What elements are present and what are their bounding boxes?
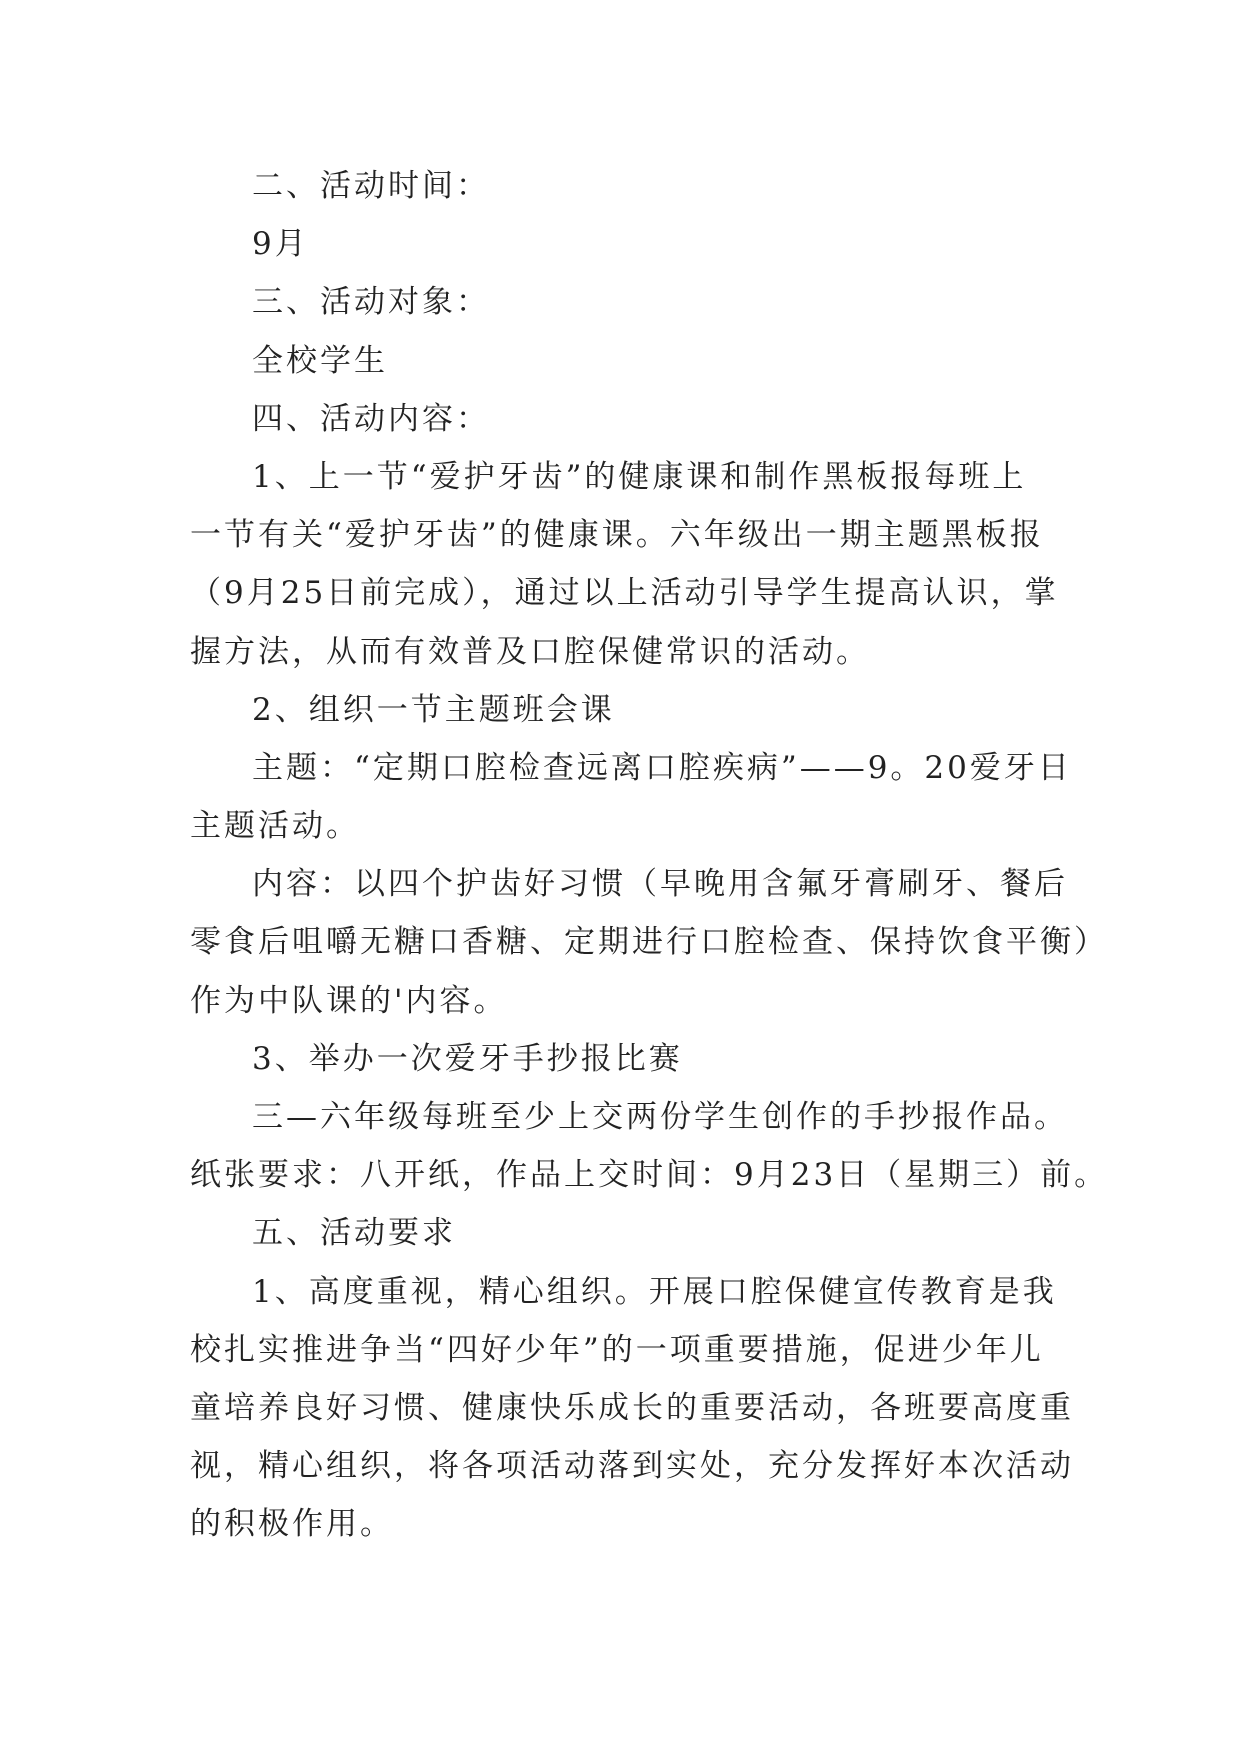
text-line: 五、活动要求 [252,1215,456,1252]
text-line: 的积极作用。 [190,1506,394,1543]
text-line: 主题活动。 [190,808,360,845]
text-line: 全校学生 [252,342,388,379]
text-line: 1、高度重视，精心组织。开展口腔保健宣传教育是我 [252,1273,1057,1310]
text-line: 童培养良好习惯、健康快乐成长的重要活动，各班要高度重 [190,1389,1074,1426]
text-line: 四、活动内容： [252,400,490,437]
text-line: 纸张要求：八开纸，作品上交时间：9月23日（星期三）前。 [190,1157,1109,1194]
text-line: （9月25日前完成），通过以上活动引导学生提高认识，掌 [190,575,1059,612]
text-line: 握方法，从而有效普及口腔保健常识的活动。 [190,633,870,670]
text-line: 1、上一节“爱护牙齿”的健康课和制作黑板报每班上 [252,458,1027,495]
text-line: 零食后咀嚼无糖口香糖、定期进行口腔检查、保持饮食平衡） [190,924,1108,961]
text-line: 内容：以四个护齿好习惯（早晚用含氟牙膏刷牙、餐后 [252,866,1068,903]
document-body [190,157,1109,1554]
text-line: 9月 [252,226,309,263]
text-line: 主题：“定期口腔检查远离口腔疾病”——9。20爱牙日 [252,749,1072,786]
text-line: 视，精心组织，将各项活动落到实处，充分发挥好本次活动 [190,1448,1074,1485]
text-line: 2、组织一节主题班会课 [252,691,615,728]
text-line: 作为中队课的'内容。 [190,982,508,1019]
text-line: 二、活动时间： [252,168,490,204]
text-line: 3、举办一次爱牙手抄报比赛 [252,1040,683,1077]
text-line: 一节有关“爱护牙齿”的健康课。六年级出一期主题黑板报 [190,517,1044,554]
text-line: 三—六年级每班至少上交两份学生创作的手抄报作品。 [252,1099,1068,1135]
text-line: 三、活动对象： [252,284,490,321]
text-line: 校扎实推进争当“四好少年”的一项重要措施，促进少年儿 [190,1331,1044,1368]
